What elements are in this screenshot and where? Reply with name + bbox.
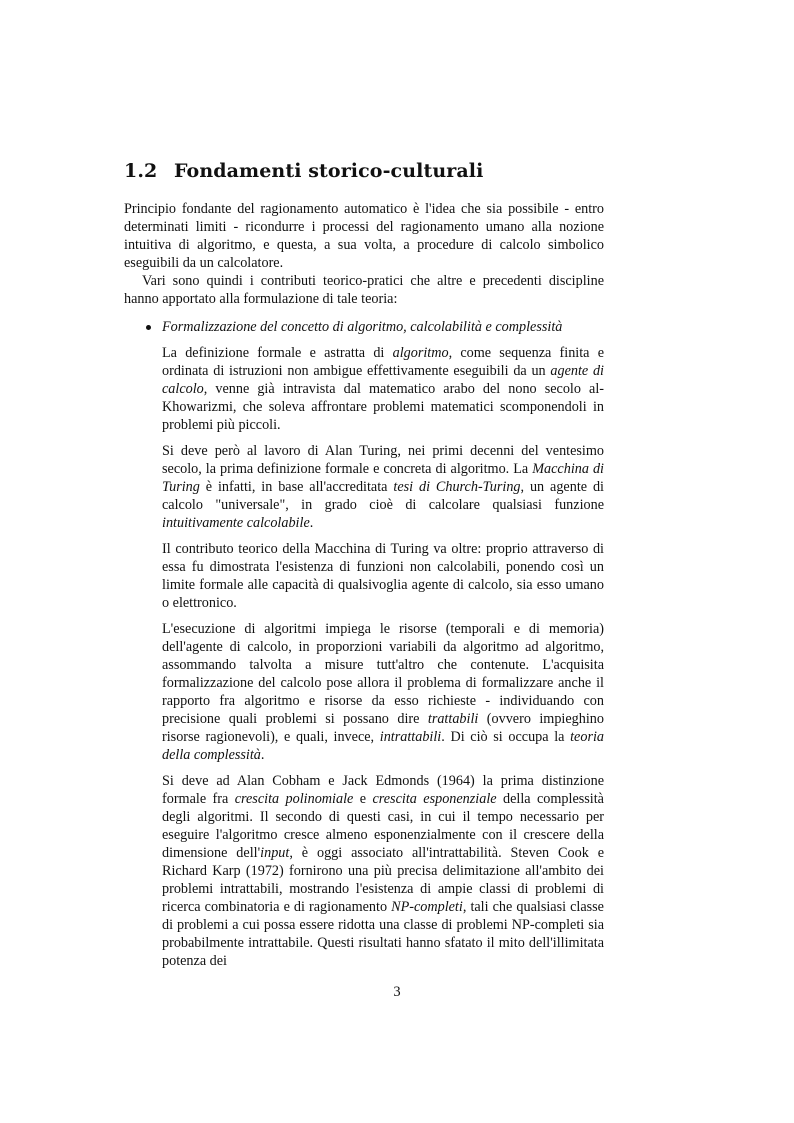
bullet-paragraph-1 [162,344,604,434]
emphasis-text: intuitivamente calcolabile [162,515,310,531]
bullet-paragraph-4 [162,620,604,764]
text-run: , un agente di calcolo "universale", in grado cioè di calcolare qualsiasi funzione [162,479,604,513]
text-run: Si deve però al lavoro di Alan Turing, nei primi decenni del ventesimo secolo, la prima definizione formale e concreta di algoritmo. La [162,443,604,477]
text-run: Si deve ad Alan Cobham e Jack Edmonds (1964) la prima distinzione formale fra [162,773,604,807]
emphasis-text: Macchina di Turing [162,461,604,495]
bullet-paragraph-5 [162,772,604,970]
text-run: La definizione formale e astratta di [162,345,393,361]
text-run: L'esecuzione di algoritmi impiega le risorse (temporali e di memoria) dell'agente di calcolo, in proporzioni variabili da algoritmo ad algoritmo, assommando talvolta a misure tutt'altro che contenute. L'acquisita formalizzazione del calcolo pose allora il problema di formalizzare anche il rapporto fra algoritmo e risorse da esso richieste - individuando con precisione quali problemi si possano dire [162,621,604,727]
text-run: della complessità degli algoritmi. Il secondo di questi casi, in cui il tempo necessario per eseguire l'algoritmo cresce almeno esponenzialmente con il crescere della dimensione dell' [162,791,604,861]
text-run: e [353,791,373,807]
text-run: , tali che qualsiasi classe di problemi a cui possa essere ridotta una classe di problemi NP-completi sia probabilmente intrattabile. Questi risultati hanno sfatato il mito dell'illimitata potenza dei [162,899,604,969]
section-title: Fondamenti storico-culturali [174,160,484,182]
emphasis-text: crescita polinomiale [234,791,354,807]
text-run: è infatti, in base all'accreditata [199,479,394,495]
emphasis-text: teoria della complessità [162,729,604,763]
intro-paragraph-2: Vari sono quindi i contributi teorico-pratici che altre e precedenti discipline hanno apportato alla formulazione di tale teoria: [124,273,604,307]
bullet-paragraph-2 [162,442,604,532]
emphasis-text: NP-completi [391,899,463,915]
bullet-icon [146,325,151,330]
text-run: . Di ciò si occupa la [441,729,571,745]
bullet-heading: Formalizzazione del concetto di algoritmo, calcolabilità e complessità [162,319,563,335]
emphasis-text: tesi di Church-Turing [393,479,521,495]
section-number: 1.2 [124,160,158,182]
emphasis-text: input [260,845,290,861]
text-run: . [260,747,265,763]
text-run: , è oggi associato all'intrattabilità. Steven Cook e Richard Karp (1972) fornirono una più precisa delimitazione all'ambito dei problemi intrattabili, mostrando l'esistenza di ampie classi di problemi di ricerca combinatoria e di ragionamento [162,845,604,915]
text-run: (ovvero impieghino risorse ragionevoli), e quali, invece, [162,711,604,745]
emphasis-text: trattabili [427,711,479,727]
text-run: Il contributo teorico della Macchina di Turing va oltre: proprio attraverso di essa fu dimostrata l'esistenza di funzioni non calcolabili, ponendo così un limite formale alle capacità di qualsivoglia agente di calcolo, sia esso umano o elettronico. [162,541,604,611]
bullet-paragraph-3 [162,540,604,612]
emphasis-text: crescita esponenziale [372,791,497,807]
bullet-item [124,318,604,970]
page-number: 3 [393,984,401,1000]
text-run: , come sequenza finita e ordinata di istruzioni non ambigue effettivamente eseguibili da un [162,345,604,379]
section-heading [124,160,604,182]
emphasis-text: intrattabili [379,729,442,745]
intro-paragraph: Principio fondante del ragionamento automatico è l'idea che sia possibile - entro determinati limiti - ricondurre i processi del ragionamento umano alla nozione intuitiva di algoritmo, e questa, a sua volta, a procedure di calcolo simbolico eseguibili da un calcolatore. [124,201,604,271]
text-run: , venne già intravista dal matematico arabo del nono secolo al-Khowarizmi, che soleva affrontare problemi matematici scomponendoli in problemi più piccoli. [162,381,604,433]
page-body [124,160,604,978]
text-run: . [309,515,314,531]
emphasis-text: agente di calcolo [162,363,604,397]
emphasis-text: algoritmo [392,345,449,361]
